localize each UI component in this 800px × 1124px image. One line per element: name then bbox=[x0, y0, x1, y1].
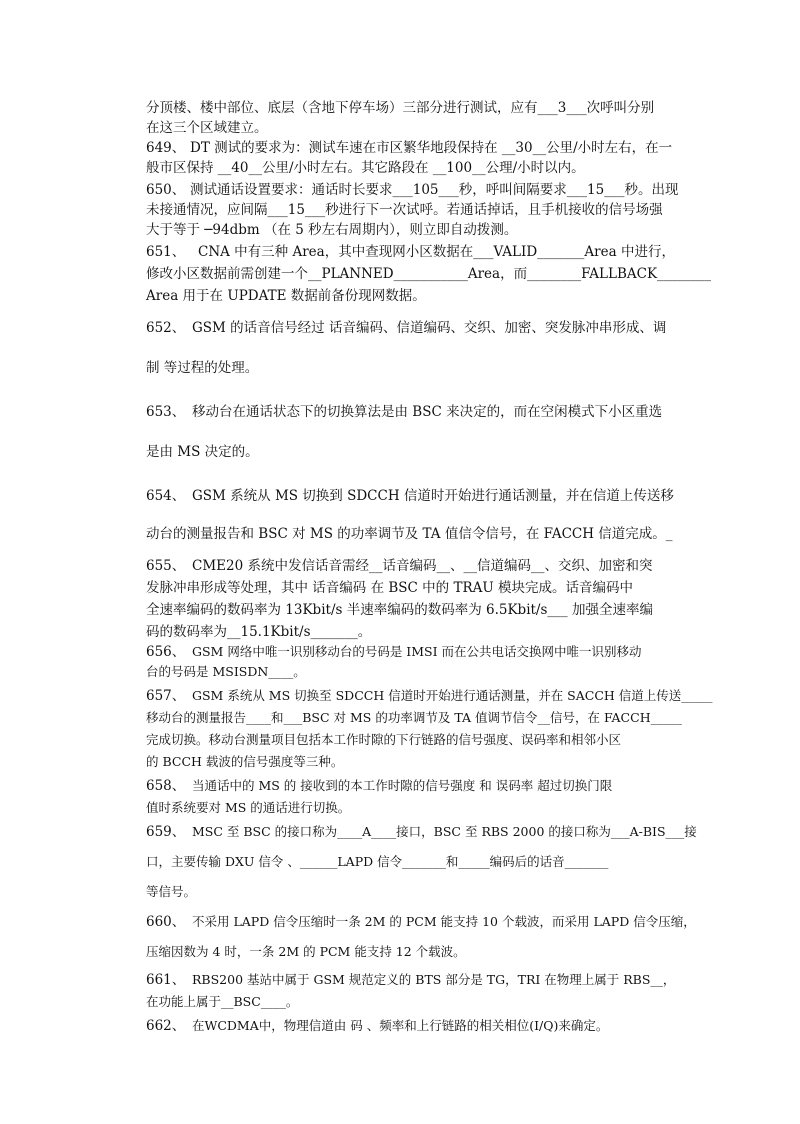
question-line: 压缩因数为 4 时，一条 2M 的 PCM 能支持 12 个载波。 bbox=[146, 944, 466, 959]
question-line: 全速率编码的数码率为 13Kbit/s 半速率编码的数码率为 6.5Kbit/s___ 加强全速率编 bbox=[146, 602, 653, 618]
question-number: 661、 bbox=[146, 972, 186, 988]
question-number: 649、 bbox=[146, 140, 186, 156]
question-number: 656、 bbox=[146, 644, 186, 660]
question-line: 的 BCCH 载波的信号强度等三种。 bbox=[146, 754, 344, 769]
question-line: 是由 MS 决定的。 bbox=[146, 444, 259, 460]
question-line: CNA 中有三种 Area，其中查现网小区数据在___VALID_______Area 中进行， bbox=[198, 244, 675, 260]
question-line: GSM 的话音信号经过 话音编码、信道编码、交织、加密、突发脉冲串形成、调 bbox=[192, 320, 667, 336]
question-line: 般市区保持 __40__公里/小时左右。其它路段在 __100__公理/小时以内。 bbox=[146, 160, 585, 176]
question-number: 653、 bbox=[146, 404, 186, 420]
question-number: 658、 bbox=[146, 778, 186, 794]
question-line: Area 用于在 UPDATE 数据前备份现网数据。 bbox=[146, 288, 426, 304]
question-line: 制 等过程的处理。 bbox=[146, 360, 259, 376]
question-line: 移动台的测量报告____和___BSC 对 MS 的功率调节及 TA 值调节信令__信号，在 FACCH_____ bbox=[146, 710, 682, 725]
question-line: 在功能上属于__BSC____。 bbox=[146, 994, 299, 1009]
question-number: 662、 bbox=[146, 1018, 186, 1034]
question-line: CME20 系统中发信话音需经__话音编码__、__信道编码__、交织、加密和突 bbox=[192, 558, 653, 574]
question-line: 测试通话设置要求：通话时长要求___105___秒，呼叫间隔要求___15___秒。出现 bbox=[190, 182, 679, 198]
question-number: 654、 bbox=[146, 488, 186, 504]
question-line: 当通话中的 MS 的 接收到的本工作时隙的信号强度 和 误码率 超过切换门限 bbox=[192, 778, 613, 793]
question-number: 650、 bbox=[146, 182, 186, 198]
question-line: 未接通情况，应间隔___15___秒进行下一次试呼。若通话掉话，且手机接收的信号场强 bbox=[146, 202, 663, 218]
question-line: 动台的测量报告和 BSC 对 MS 的功率调节及 TA 值信令信号，在 FACCH 信道完成。_ bbox=[146, 526, 673, 542]
question-number: 659、 bbox=[146, 824, 186, 840]
question-line: 大于等于 ─94dbm （在 5 秒左右周期内），则立即自动拨测。 bbox=[146, 222, 518, 238]
question-line: 发脉冲串形成等处理，其中 话音编码 在 BSC 中的 TRAU 模块完成。话音编码中 bbox=[146, 580, 634, 596]
question-line: 值时系统要对 MS 的通话进行切换。 bbox=[146, 800, 351, 815]
continuation-line: 分顶楼、楼中部位、底层（含地下停车场）三部分进行测试，应有___3___次呼叫分别 bbox=[146, 100, 655, 116]
question-line: GSM 系统从 MS 切换至 SDCCH 信道时开始进行通话测量，并在 SACCH 信道上传送_____ bbox=[192, 688, 713, 703]
question-line: 口，主要传输 DXU 信令 、______LAPD 信令_______和_____编码后的话音_______ bbox=[146, 854, 609, 869]
question-line: 移动台在通话状态下的切换算法是由 BSC 来决定的，而在空闲模式下小区重选 bbox=[192, 404, 663, 420]
question-number: 657、 bbox=[146, 688, 186, 704]
question-line: 等信号。 bbox=[146, 884, 197, 899]
question-line: 码的数码率为__15.1Kbit/s_______。 bbox=[146, 624, 372, 640]
question-line: GSM 网络中唯一识别移动台的号码是 IMSI 而在公共电话交换网中唯一识别移动 bbox=[192, 644, 642, 659]
question-number: 652、 bbox=[146, 320, 186, 336]
question-line: DT 测试的要求为：测试车速在市区繁华地段保持在 __30__公里/小时左右，在一 bbox=[190, 140, 673, 156]
question-line: 在WCDMA中，物理信道由 码 、频率和上行链路的相关相位(I/Q)来确定。 bbox=[192, 1018, 609, 1033]
question-number: 655、 bbox=[146, 558, 186, 574]
question-line: 不采用 LAPD 信令压缩时一条 2M 的 PCM 能支持 10 个载波，而采用 LAPD 信令压缩， bbox=[192, 914, 696, 929]
question-line: 完成切换。移动台测量项目包括本工作时隙的下行链路的信号强度、误码率和相邻小区 bbox=[146, 732, 622, 747]
question-line: 台的号码是 MSISDN____。 bbox=[146, 664, 306, 679]
question-line: RBS200 基站中属于 GSM 规范定义的 BTS 部分是 TG，TRI 在物理上属于 RBS__， bbox=[192, 972, 676, 987]
question-line: 修改小区数据前需创建一个__PLANNED___________Area，而________FALLBACK________ bbox=[146, 266, 712, 282]
question-number: 651、 bbox=[146, 244, 186, 260]
question-number: 660、 bbox=[146, 914, 186, 930]
question-line: GSM 系统从 MS 切换到 SDCCH 信道时开始进行通话测量，并在信道上传送移 bbox=[192, 488, 674, 504]
continuation-line: 在这三个区域建立。 bbox=[146, 120, 268, 136]
question-line: MSC 至 BSC 的接口称为____A____接口，BSC 至 RBS 2000 的接口称为___A-BIS___接 bbox=[192, 824, 697, 839]
